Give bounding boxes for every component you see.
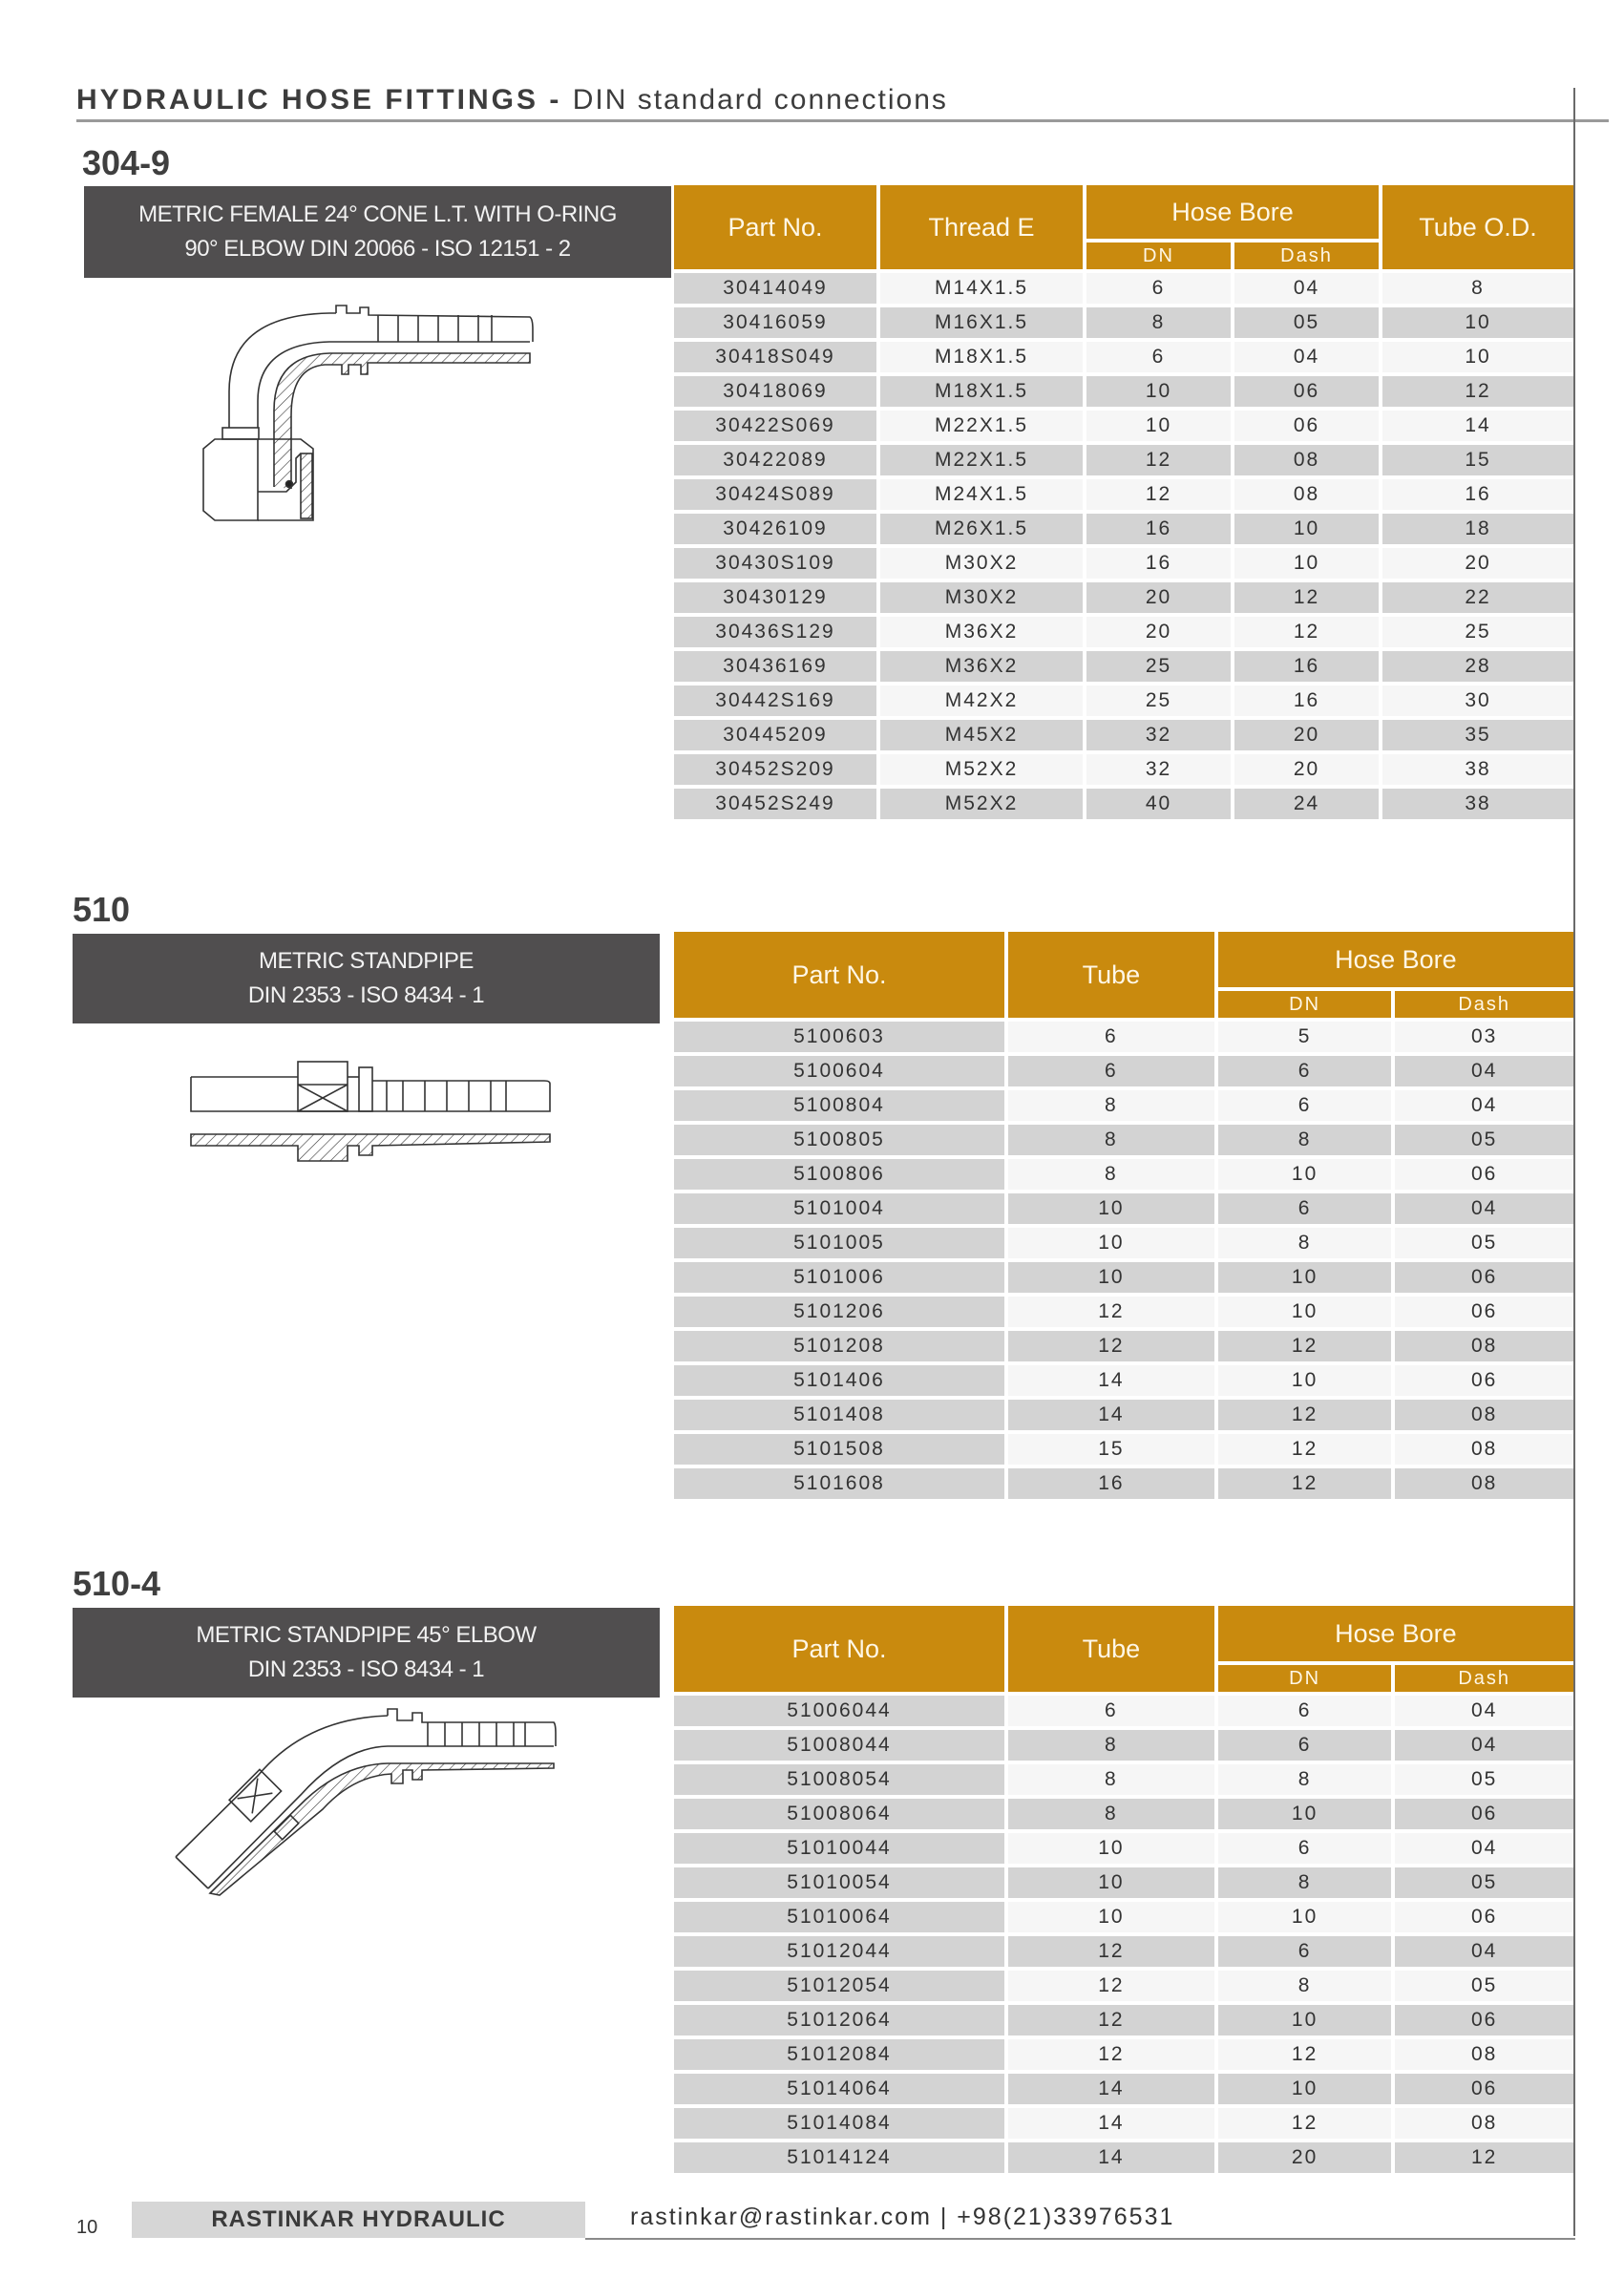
table-row — [674, 1971, 1573, 2001]
page-number: 10 — [76, 2217, 98, 2238]
part-number-cell: 51010054 — [674, 1867, 1004, 1898]
table-row — [674, 1833, 1573, 1864]
part-number-cell: 30452S209 — [674, 754, 876, 785]
part-number-cell: 51008064 — [674, 1799, 1004, 1829]
value-cell: 10 — [1218, 1297, 1392, 1327]
value-cell: 20 — [1086, 617, 1231, 647]
90-degree-elbow-female-fitting-icon — [172, 286, 573, 554]
part-number-cell: 30452S249 — [674, 789, 876, 819]
part-number-cell: 51012044 — [674, 1936, 1004, 1967]
value-cell: 16 — [1086, 548, 1231, 579]
value-cell: 6 — [1218, 1833, 1392, 1864]
part-number-cell: 5100604 — [674, 1056, 1004, 1086]
value-cell: 12 — [1008, 1971, 1214, 2001]
value-cell: M26X1.5 — [880, 514, 1083, 544]
value-cell: 32 — [1086, 720, 1231, 750]
value-cell: 8 — [1008, 1764, 1214, 1795]
value-cell: 20 — [1218, 2142, 1392, 2173]
part-number-cell: 5101206 — [674, 1297, 1004, 1327]
table-row — [674, 2142, 1573, 2173]
part-number-cell: 30422089 — [674, 445, 876, 475]
value-cell: 12 — [1218, 1468, 1392, 1499]
value-cell: 04 — [1395, 1090, 1573, 1121]
column-header-tube: Tube — [1008, 932, 1214, 1018]
value-cell: 06 — [1395, 1799, 1573, 1829]
description-line-1: METRIC STANDPIPE — [259, 948, 474, 974]
column-header-dn: DN — [1218, 1665, 1392, 1692]
value-cell: 05 — [1395, 1867, 1573, 1898]
table-row — [674, 342, 1573, 372]
value-cell: 06 — [1395, 2074, 1573, 2104]
value-cell: 14 — [1008, 2142, 1214, 2173]
value-cell: 04 — [1395, 1833, 1573, 1864]
part-number-cell: 30430S109 — [674, 548, 876, 579]
table-row — [674, 2108, 1573, 2139]
part-number-cell: 30422S069 — [674, 411, 876, 441]
value-cell: 16 — [1234, 686, 1379, 716]
table-row — [674, 548, 1573, 579]
table-row — [674, 307, 1573, 338]
value-cell: 18 — [1382, 514, 1573, 544]
value-cell: 12 — [1234, 582, 1379, 613]
value-cell: 10 — [1218, 1365, 1392, 1396]
value-cell: 12 — [1218, 2039, 1392, 2070]
value-cell: 12 — [1008, 2005, 1214, 2035]
value-cell: 14 — [1382, 411, 1573, 441]
value-cell: 04 — [1234, 273, 1379, 304]
value-cell: 25 — [1382, 617, 1573, 647]
table-row — [674, 1764, 1573, 1795]
table-row — [674, 376, 1573, 407]
value-cell: 8 — [1382, 273, 1573, 304]
table-row — [674, 617, 1573, 647]
value-cell: 08 — [1395, 1434, 1573, 1465]
part-number-cell: 51014124 — [674, 2142, 1004, 2173]
table-row — [674, 1262, 1573, 1293]
value-cell: 10 — [1086, 376, 1231, 407]
value-cell: 12 — [1218, 1400, 1392, 1430]
value-cell: 10 — [1008, 1902, 1214, 1932]
table-row — [674, 1125, 1573, 1155]
value-cell: 8 — [1218, 1971, 1392, 2001]
value-cell: 16 — [1086, 514, 1231, 544]
description-line-1: METRIC STANDPIPE 45° ELBOW — [196, 1622, 537, 1648]
part-number-cell: 30416059 — [674, 307, 876, 338]
value-cell: 20 — [1234, 754, 1379, 785]
value-cell: 10 — [1008, 1262, 1214, 1293]
value-cell: 25 — [1086, 651, 1231, 682]
value-cell: 8 — [1218, 1764, 1392, 1795]
part-number-cell: 5100603 — [674, 1022, 1004, 1052]
table-row — [674, 1365, 1573, 1396]
description-line-1: METRIC FEMALE 24° CONE L.T. WITH O-RING — [138, 201, 617, 227]
value-cell: 6 — [1086, 342, 1231, 372]
value-cell: M45X2 — [880, 720, 1083, 750]
value-cell: 06 — [1395, 1262, 1573, 1293]
table-row — [674, 1297, 1573, 1327]
part-number-cell: 5101608 — [674, 1468, 1004, 1499]
value-cell: M36X2 — [880, 617, 1083, 647]
value-cell: 08 — [1234, 445, 1379, 475]
column-header-dash: Dash — [1395, 991, 1573, 1018]
part-number-cell: 5101208 — [674, 1331, 1004, 1361]
value-cell: 12 — [1086, 479, 1231, 510]
value-cell: 10 — [1382, 307, 1573, 338]
section-description-510 — [73, 934, 660, 1023]
part-number-cell: 30426109 — [674, 514, 876, 544]
table-row — [674, 1434, 1573, 1465]
value-cell: M24X1.5 — [880, 479, 1083, 510]
value-cell: 12 — [1218, 2108, 1392, 2139]
value-cell: 04 — [1234, 342, 1379, 372]
value-cell: 6 — [1008, 1696, 1214, 1726]
description-line-2: 90° ELBOW DIN 20066 - ISO 12151 - 2 — [184, 236, 571, 262]
value-cell: 5 — [1218, 1022, 1392, 1052]
part-number-cell: 51012084 — [674, 2039, 1004, 2070]
value-cell: 6 — [1218, 1193, 1392, 1224]
title-divider — [76, 119, 1609, 122]
value-cell: 10 — [1382, 342, 1573, 372]
column-header-tube: Tube — [1008, 1606, 1214, 1692]
value-cell: 38 — [1382, 789, 1573, 819]
part-number-cell: 51012064 — [674, 2005, 1004, 2035]
value-cell: 06 — [1234, 411, 1379, 441]
value-cell: M22X1.5 — [880, 411, 1083, 441]
part-number-cell: 30430129 — [674, 582, 876, 613]
value-cell: 08 — [1395, 2108, 1573, 2139]
value-cell: 30 — [1382, 686, 1573, 716]
column-header-dash: Dash — [1234, 243, 1379, 269]
part-number-cell: 30414049 — [674, 273, 876, 304]
value-cell: 12 — [1008, 1936, 1214, 1967]
table-row — [674, 582, 1573, 613]
part-number-cell: 5101006 — [674, 1262, 1004, 1293]
table-row — [674, 2005, 1573, 2035]
value-cell: 04 — [1395, 1936, 1573, 1967]
part-number-cell: 5101508 — [674, 1434, 1004, 1465]
value-cell: 06 — [1234, 376, 1379, 407]
table-row — [674, 651, 1573, 682]
table-row — [674, 1696, 1573, 1726]
column-header-dn: DN — [1086, 243, 1231, 269]
part-number-cell: 5101408 — [674, 1400, 1004, 1430]
section-code-510-4: 510-4 — [73, 1564, 161, 1603]
footer-brand: RASTINKAR HYDRAULIC — [132, 2202, 585, 2238]
table-row — [674, 479, 1573, 510]
value-cell: 06 — [1395, 1297, 1573, 1327]
value-cell: 05 — [1395, 1125, 1573, 1155]
value-cell: 8 — [1008, 1090, 1214, 1121]
table-body — [674, 273, 1573, 819]
value-cell: M16X1.5 — [880, 307, 1083, 338]
value-cell: M18X1.5 — [880, 342, 1083, 372]
value-cell: 20 — [1382, 548, 1573, 579]
value-cell: M30X2 — [880, 548, 1083, 579]
table-row — [674, 1056, 1573, 1086]
value-cell: 6 — [1218, 1090, 1392, 1121]
value-cell: 10 — [1218, 2074, 1392, 2104]
column-header-hose-bore: Hose Bore — [1218, 932, 1573, 987]
value-cell: 12 — [1395, 2142, 1573, 2173]
value-cell: 16 — [1234, 651, 1379, 682]
value-cell: 05 — [1234, 307, 1379, 338]
section-description-510-4 — [73, 1608, 660, 1698]
value-cell: 10 — [1218, 1262, 1392, 1293]
value-cell: 14 — [1008, 1400, 1214, 1430]
value-cell: 05 — [1395, 1764, 1573, 1795]
table-row — [674, 2074, 1573, 2104]
value-cell: 28 — [1382, 651, 1573, 682]
table-row — [674, 1902, 1573, 1932]
value-cell: 04 — [1395, 1193, 1573, 1224]
table-row — [674, 2039, 1573, 2070]
value-cell: 15 — [1008, 1434, 1214, 1465]
part-number-cell: 51014064 — [674, 2074, 1004, 2104]
value-cell: 10 — [1008, 1228, 1214, 1258]
value-cell: 10 — [1218, 2005, 1392, 2035]
value-cell: 06 — [1395, 1902, 1573, 1932]
section-description-304-9 — [84, 186, 671, 278]
value-cell: 03 — [1395, 1022, 1573, 1052]
part-number-cell: 51008044 — [674, 1730, 1004, 1761]
part-number-cell: 5101406 — [674, 1365, 1004, 1396]
part-number-cell: 51012054 — [674, 1971, 1004, 2001]
value-cell: 08 — [1395, 1400, 1573, 1430]
value-cell: 10 — [1218, 1799, 1392, 1829]
part-number-cell: 30418069 — [674, 376, 876, 407]
value-cell: M42X2 — [880, 686, 1083, 716]
value-cell: 6 — [1086, 273, 1231, 304]
value-cell: 04 — [1395, 1730, 1573, 1761]
value-cell: 40 — [1086, 789, 1231, 819]
value-cell: 6 — [1008, 1022, 1214, 1052]
value-cell: 10 — [1008, 1193, 1214, 1224]
part-number-cell: 30442S169 — [674, 686, 876, 716]
part-number-cell: 30436S129 — [674, 617, 876, 647]
value-cell: 10 — [1234, 514, 1379, 544]
value-cell: 12 — [1086, 445, 1231, 475]
value-cell: 8 — [1086, 307, 1231, 338]
table-row — [674, 1159, 1573, 1190]
value-cell: 14 — [1008, 2074, 1214, 2104]
value-cell: 16 — [1008, 1468, 1214, 1499]
value-cell: 08 — [1395, 1468, 1573, 1499]
value-cell: 14 — [1008, 2108, 1214, 2139]
value-cell: 12 — [1218, 1331, 1392, 1361]
value-cell: 10 — [1086, 411, 1231, 441]
value-cell: 10 — [1218, 1159, 1392, 1190]
straight-standpipe-fitting-icon — [181, 1050, 582, 1184]
value-cell: 22 — [1382, 582, 1573, 613]
value-cell: 20 — [1086, 582, 1231, 613]
column-header-part-no: Part No. — [674, 932, 1004, 1018]
table-row — [674, 1468, 1573, 1499]
value-cell: 08 — [1234, 479, 1379, 510]
footer-contact: rastinkar@rastinkar.com | +98(21)33976531 — [630, 2204, 1175, 2230]
value-cell: M14X1.5 — [880, 273, 1083, 304]
value-cell: 6 — [1008, 1056, 1214, 1086]
value-cell: 14 — [1008, 1365, 1214, 1396]
value-cell: 10 — [1234, 548, 1379, 579]
table-row — [674, 1331, 1573, 1361]
page-title — [76, 84, 948, 116]
value-cell: 06 — [1395, 2005, 1573, 2035]
part-number-cell: 51008054 — [674, 1764, 1004, 1795]
part-number-cell: 30436169 — [674, 651, 876, 682]
value-cell: 8 — [1218, 1867, 1392, 1898]
table-row — [674, 1090, 1573, 1121]
table-row — [674, 686, 1573, 716]
value-cell: M36X2 — [880, 651, 1083, 682]
part-number-cell: 5100804 — [674, 1090, 1004, 1121]
value-cell: 8 — [1218, 1228, 1392, 1258]
column-header-tube-od: Tube O.D. — [1382, 185, 1573, 269]
value-cell: M22X1.5 — [880, 445, 1083, 475]
value-cell: 10 — [1218, 1902, 1392, 1932]
table-row — [674, 754, 1573, 785]
footer-divider — [585, 2238, 1575, 2240]
section-code-304-9: 304-9 — [82, 143, 171, 182]
value-cell: 05 — [1395, 1228, 1573, 1258]
table-row — [674, 1799, 1573, 1829]
value-cell: 8 — [1008, 1125, 1214, 1155]
table-body — [674, 1022, 1573, 1499]
table-row — [674, 1867, 1573, 1898]
part-number-cell: 5100806 — [674, 1159, 1004, 1190]
value-cell: 04 — [1395, 1056, 1573, 1086]
table-row — [674, 273, 1573, 304]
page-title-main: HYDRAULIC HOSE FITTINGS — [76, 84, 539, 116]
value-cell: 08 — [1395, 2039, 1573, 2070]
value-cell: 8 — [1008, 1799, 1214, 1829]
column-header-thread: Thread E — [880, 185, 1083, 269]
description-line-2: DIN 2353 - ISO 8434 - 1 — [247, 982, 485, 1008]
part-number-cell: 51006044 — [674, 1696, 1004, 1726]
value-cell: 08 — [1395, 1331, 1573, 1361]
value-cell: 12 — [1008, 1331, 1214, 1361]
value-cell: 6 — [1218, 1730, 1392, 1761]
value-cell: 6 — [1218, 1696, 1392, 1726]
description-line-2: DIN 2353 - ISO 8434 - 1 — [247, 1656, 485, 1682]
value-cell: 6 — [1218, 1056, 1392, 1086]
value-cell: 04 — [1395, 1696, 1573, 1726]
part-number-cell: 30445209 — [674, 720, 876, 750]
part-number-cell: 51010064 — [674, 1902, 1004, 1932]
column-header-part-no: Part No. — [674, 185, 876, 269]
part-number-cell: 30418S049 — [674, 342, 876, 372]
column-header-hose-bore: Hose Bore — [1218, 1606, 1573, 1661]
table-row — [674, 1936, 1573, 1967]
column-header-dash: Dash — [1395, 1665, 1573, 1692]
value-cell: 25 — [1086, 686, 1231, 716]
value-cell: M18X1.5 — [880, 376, 1083, 407]
value-cell: 05 — [1395, 1971, 1573, 2001]
value-cell: 8 — [1008, 1730, 1214, 1761]
value-cell: 32 — [1086, 754, 1231, 785]
45-degree-elbow-standpipe-fitting-icon — [162, 1699, 601, 1929]
value-cell: 06 — [1395, 1159, 1573, 1190]
section-code-510: 510 — [73, 890, 131, 929]
part-number-cell: 5101005 — [674, 1228, 1004, 1258]
table-row — [674, 1193, 1573, 1224]
part-number-cell: 5100805 — [674, 1125, 1004, 1155]
value-cell: 12 — [1382, 376, 1573, 407]
value-cell: 12 — [1234, 617, 1379, 647]
value-cell: 10 — [1008, 1867, 1214, 1898]
page-title-separator: - — [538, 84, 573, 116]
value-cell: 38 — [1382, 754, 1573, 785]
table-row — [674, 720, 1573, 750]
value-cell: 15 — [1382, 445, 1573, 475]
value-cell: 10 — [1008, 1833, 1214, 1864]
part-number-cell: 51014084 — [674, 2108, 1004, 2139]
spec-table-510-4 — [670, 1602, 1577, 2177]
part-number-cell: 5101004 — [674, 1193, 1004, 1224]
value-cell: 24 — [1234, 789, 1379, 819]
table-row — [674, 789, 1573, 819]
value-cell: 6 — [1218, 1936, 1392, 1967]
column-header-hose-bore: Hose Bore — [1086, 185, 1379, 239]
value-cell: M52X2 — [880, 754, 1083, 785]
table-row — [674, 1400, 1573, 1430]
table-row — [674, 514, 1573, 544]
table-row — [674, 1022, 1573, 1052]
table-row — [674, 411, 1573, 441]
part-number-cell: 51010044 — [674, 1833, 1004, 1864]
table-body — [674, 1696, 1573, 2173]
value-cell: 12 — [1008, 1297, 1214, 1327]
value-cell: 16 — [1382, 479, 1573, 510]
value-cell: 8 — [1218, 1125, 1392, 1155]
value-cell: M30X2 — [880, 582, 1083, 613]
part-number-cell: 30424S089 — [674, 479, 876, 510]
spec-table-304-9 — [670, 181, 1577, 823]
table-row — [674, 1228, 1573, 1258]
value-cell: 20 — [1234, 720, 1379, 750]
value-cell: M52X2 — [880, 789, 1083, 819]
spec-table-510 — [670, 928, 1577, 1503]
table-row — [674, 445, 1573, 475]
value-cell: 12 — [1218, 1434, 1392, 1465]
value-cell: 06 — [1395, 1365, 1573, 1396]
value-cell: 35 — [1382, 720, 1573, 750]
value-cell: 12 — [1008, 2039, 1214, 2070]
column-header-part-no: Part No. — [674, 1606, 1004, 1692]
table-row — [674, 1730, 1573, 1761]
column-header-dn: DN — [1218, 991, 1392, 1018]
value-cell: 8 — [1008, 1159, 1214, 1190]
page-subtitle: DIN standard connections — [572, 84, 948, 116]
